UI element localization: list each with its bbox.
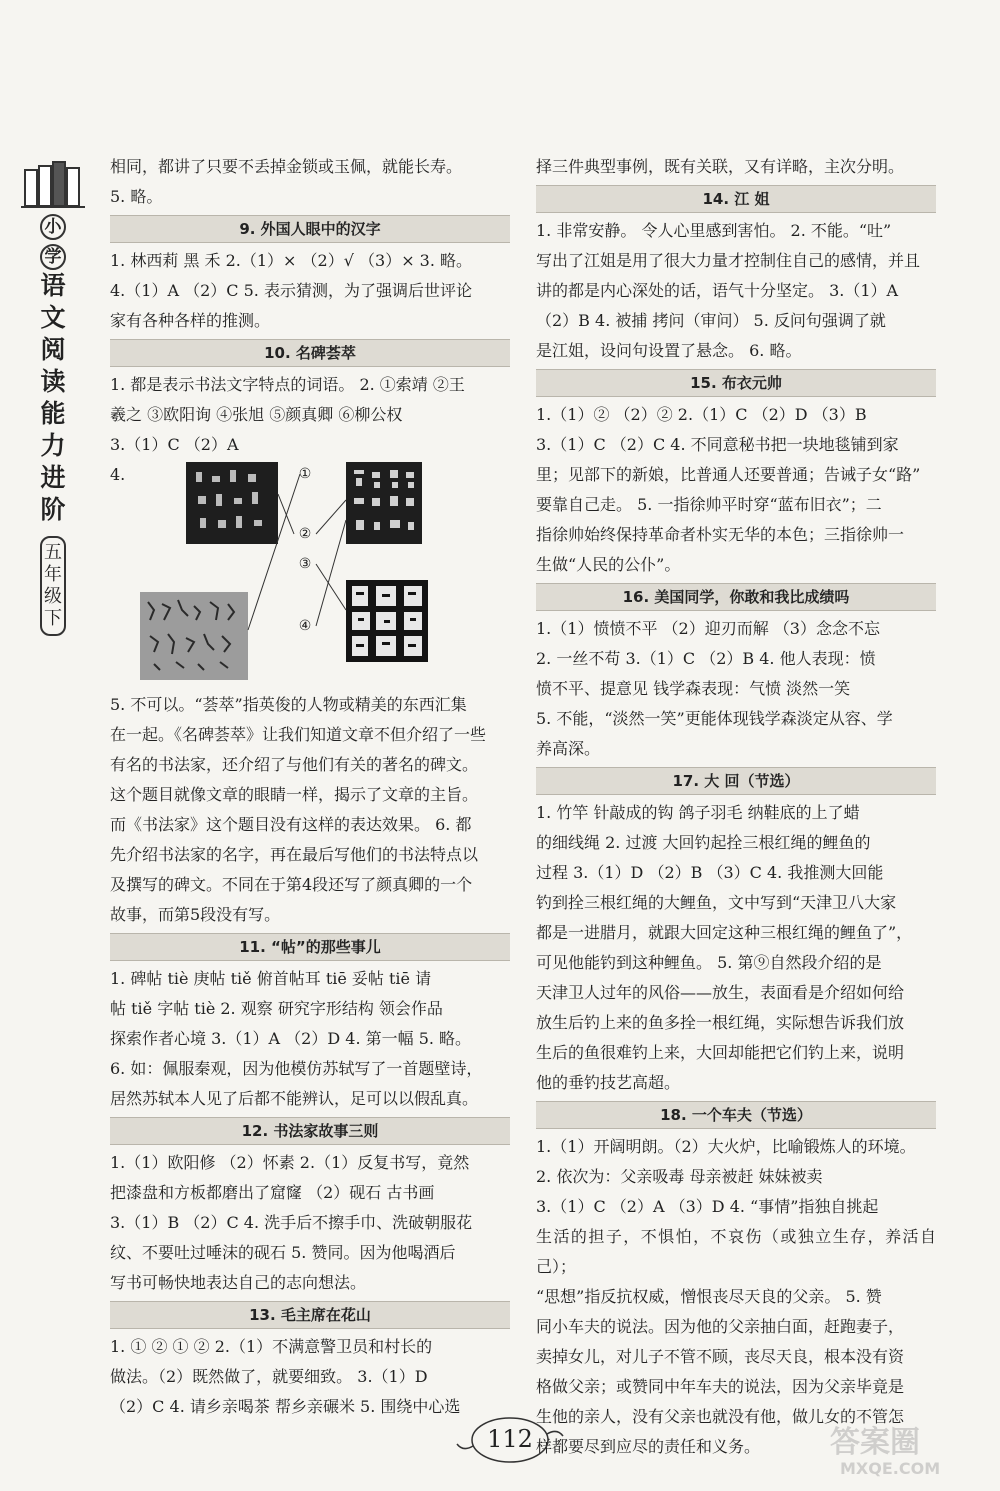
section-title-18: 18. 一个车夫（节选） bbox=[536, 1101, 936, 1129]
text-line: 讲的都是内心深处的话，语气十分坚定。 3.（1）A bbox=[536, 281, 899, 300]
text-line: 3.（1）C （2）A bbox=[110, 435, 239, 454]
text-line: 生后的鱼很难钓上来，大回却能把它们钓上来，说明 bbox=[536, 1043, 905, 1062]
text-line: 家有各种各样的推测。 bbox=[110, 311, 271, 330]
text-line: 3.（1）C （2）C 4. 不同意秘书把一块地毯铺到家 bbox=[536, 435, 899, 454]
page-number: 112 bbox=[487, 1425, 533, 1453]
text-line: 2. 依次为：父亲吸毒 母亲被赶 妹妹被卖 bbox=[536, 1167, 823, 1186]
text-line: 1.（1）欧阳修 （2）怀素 2.（1）反复书写，竟然 bbox=[110, 1153, 470, 1172]
brand-char: 阶 bbox=[40, 495, 66, 524]
text-line: 3.（1）B （2）C 4. 洗手后不擦手巾、洗破朝服花 bbox=[110, 1213, 473, 1232]
text-line: 这个题目就像文章的眼睛一样，揭示了文章的主旨。 bbox=[110, 785, 479, 804]
section-title-14: 14. 江 姐 bbox=[536, 185, 936, 213]
right-column bbox=[536, 152, 936, 1462]
section-title-17: 17. 大 回（节选） bbox=[536, 767, 936, 795]
text-line: 把漆盘和方板都磨出了窟窿 （2）砚石 古书画 bbox=[110, 1183, 435, 1202]
text-line: 卖掉女儿，对儿子不管不顾，丧尽天良，根本没有资 bbox=[536, 1347, 905, 1366]
text-line: 5. 略。 bbox=[110, 187, 163, 206]
section-title-10: 10. 名碑荟萃 bbox=[110, 339, 510, 367]
brand-char: 能 bbox=[40, 399, 66, 428]
text-line: 写书可畅快地表达自己的志向想法。 bbox=[110, 1273, 367, 1292]
figure-number-4: ④ bbox=[298, 618, 312, 634]
svg-text:答案圈: 答案圈 bbox=[830, 1425, 920, 1460]
grade-box bbox=[40, 536, 66, 636]
brand-char: 文 bbox=[40, 303, 66, 332]
brand-char: 阅 bbox=[40, 335, 66, 364]
text-line: 1. 都是表示书法文字特点的词语。 2. ①索靖 ②王 bbox=[110, 375, 465, 394]
section-title-11: 11. “帖”的那些事儿 bbox=[110, 933, 510, 961]
text-line: （2）B 4. 被捕 拷问（审问） 5. 反问句强调了就 bbox=[536, 311, 886, 330]
section-title-13: 13. 毛主席在花山 bbox=[110, 1301, 510, 1329]
watermark-logo bbox=[820, 1418, 990, 1478]
section-title-15: 15. 布衣元帅 bbox=[536, 369, 936, 397]
grade-char: 五 bbox=[44, 542, 62, 563]
grade-char: 级 bbox=[44, 586, 62, 607]
text-line: 5. 不能，“淡然一笑”更能体现钱学森淡定从容、学 bbox=[536, 709, 893, 728]
books-icon bbox=[21, 160, 85, 210]
text-line: 放生后钓上来的鱼多拴一根红绳，实际想告诉我们放 bbox=[536, 1013, 905, 1032]
text-line: 钓到拴三根红绳的大鲤鱼，文中写到“天津卫八大家 bbox=[536, 893, 897, 912]
figure-number-2: ② bbox=[298, 526, 312, 542]
text-line: 1. ① ② ① ② 2.（1）不满意警卫员和村长的 bbox=[110, 1337, 433, 1356]
text-line: 要靠自己走。 5. 一指徐帅平时穿“蓝布旧衣”；二 bbox=[536, 495, 882, 514]
brand-char: 进 bbox=[40, 463, 66, 492]
text-line: 生做“人民的公仆”。 bbox=[536, 555, 681, 574]
text-line: 择三件典型事例，既有关联，又有详略，主次分明。 bbox=[536, 157, 905, 176]
text-line: 他的垂钓技艺高超。 bbox=[536, 1073, 681, 1092]
text-line: 指徐帅始终保持革命者朴实无华的本色；三指徐帅一 bbox=[536, 525, 905, 544]
text-line: 生他的亲人，没有父亲也就没有他，做儿女的不管怎 bbox=[536, 1407, 905, 1426]
text-line: 先介绍书法家的名字，再在最后写他们的书法特点以 bbox=[110, 845, 479, 864]
text-line: 可见他能钓到这种鲤鱼。 5. 第⑨自然段介绍的是 bbox=[536, 953, 882, 972]
text-line: 天津卫人过年的风俗——放生，表面看是介绍如何给 bbox=[536, 983, 905, 1002]
text-line: “思想”指反抗权威，憎恨丧尽天良的父亲。 5. 赞 bbox=[536, 1287, 882, 1306]
text-line: 羲之 ③欧阳询 ④张旭 ⑤颜真卿 ⑥柳公权 bbox=[110, 405, 403, 424]
figure-number-1: ① bbox=[298, 466, 312, 482]
text-line: 1.（1）② （2）② 2.（1）C （2）D （3）B bbox=[536, 405, 867, 424]
text-line: 写出了江姐是用了很大力量才控制住自己的感情，并且 bbox=[536, 251, 921, 270]
text-line: 愤不平、提意见 钱学森表现：气愤 淡然一笑 bbox=[536, 679, 851, 698]
text-line: 及撰写的碑文。不同在于第4段还写了颜真卿的一个 bbox=[110, 875, 473, 894]
text-line: 而《书法家》这个题目没有这样的表达效果。 6. 都 bbox=[110, 815, 472, 834]
calligraphy-matching-figure bbox=[110, 460, 510, 690]
text-line: 1. 林西莉 黑 禾 2.（1）× （2）√ （3）× 3. 略。 bbox=[110, 251, 473, 270]
text-line: 在一起。《名碑荟萃》让我们知道文章不但介绍了一些 bbox=[110, 725, 487, 744]
section-title-16: 16. 美国同学，你敢和我比成绩吗 bbox=[536, 583, 936, 611]
text-line: 同小车夫的说法。因为他的父亲抽白面，赶跑妻子， bbox=[536, 1317, 905, 1336]
text-line: 养高深。 bbox=[536, 739, 601, 758]
text-line: 6. 如：佩服秦观，因为他模仿苏轼写了一首题壁诗， bbox=[110, 1059, 483, 1078]
svg-text:MXQE.COM: MXQE.COM bbox=[840, 1459, 941, 1478]
text-line: 4.（1）A （2）C 5. 表示猜测，为了强调后世评论 bbox=[110, 281, 472, 300]
text-line: 居然苏轼本人见了后都不能辨认，足可以以假乱真。 bbox=[110, 1089, 479, 1108]
text-line: 1.（1）开阔明朗。（2）大火炉，比喻锻炼人的环境。 bbox=[536, 1137, 916, 1156]
text-line: 5. 不可以。“荟萃”指英俊的人物或精美的东西汇集 bbox=[110, 695, 467, 714]
grade-char: 年 bbox=[44, 564, 62, 585]
text-line: 相同，都讲了只要不丢掉金锁或玉佩，就能长寿。 bbox=[110, 157, 463, 176]
brand-char: 读 bbox=[40, 367, 66, 396]
text-line: 3.（1）C （2）A （3）D 4. “事情”指独自挑起 bbox=[536, 1197, 879, 1216]
text-line: 纹、不要吐过唾沫的砚石 5. 赞同。因为他喝酒后 bbox=[110, 1243, 456, 1262]
grade-char: 下 bbox=[44, 608, 62, 629]
brand-char: 语 bbox=[40, 271, 66, 300]
figure-label: 4. bbox=[110, 465, 126, 484]
text-line: 样都要尽到应尽的责任和义务。 bbox=[536, 1437, 761, 1456]
text-line: 里；见部下的新娘，比普通人还要普通；告诫子女“路” bbox=[536, 465, 921, 484]
brand-char-xue: 学 bbox=[40, 244, 66, 270]
text-line: 过程 3.（1）D （2）B （3）C 4. 我推测大回能 bbox=[536, 863, 884, 882]
text-line: 1. 非常安静。 令人心里感到害怕。 2. 不能。“吐” bbox=[536, 221, 892, 240]
side-brand bbox=[18, 160, 88, 636]
text-line: 探索作者心境 3.（1）A （2）D 4. 第一幅 5. 略。 bbox=[110, 1029, 472, 1048]
text-line: 帖 tiě 字帖 tiè 2. 观察 研究字形结构 领会作品 bbox=[110, 999, 443, 1018]
section-title-12: 12. 书法家故事三则 bbox=[110, 1117, 510, 1145]
text-line: 有名的书法家，还介绍了与他们有关的著名的碑文。 bbox=[110, 755, 479, 774]
text-line: （2）C 4. 请乡亲喝茶 帮乡亲碾米 5. 围绕中心选 bbox=[110, 1397, 461, 1416]
figure-number-3: ③ bbox=[298, 556, 312, 572]
text-line: 1. 碑帖 tiè 庚帖 tiě 俯首帖耳 tiē 妥帖 tiē 请 bbox=[110, 969, 432, 988]
text-line: 的细线绳 2. 过渡 大回钓起拴三根红绳的鲤鱼的 bbox=[536, 833, 871, 852]
text-line: 做法。（2）既然做了，就要细致。 3.（1）D bbox=[110, 1367, 428, 1386]
text-line: 都是一进腊月，就跟大回定这种三根红绳的鲤鱼了”， bbox=[536, 923, 913, 942]
text-line: 生活的担子，不惧怕，不哀伤（或独立生存，养活自己）； bbox=[536, 1227, 936, 1276]
brand-char: 力 bbox=[40, 431, 66, 460]
brand-char-xiao: 小 bbox=[40, 214, 66, 240]
text-line: 格做父亲；或赞同中年车夫的说法，因为父亲毕竟是 bbox=[536, 1377, 905, 1396]
text-line: 是江姐，设问句设置了悬念。 6. 略。 bbox=[536, 341, 802, 360]
section-title-9: 9. 外国人眼中的汉字 bbox=[110, 215, 510, 243]
text-line: 1. 竹竿 针敲成的钩 鸽子羽毛 纳鞋底的上了蜡 bbox=[536, 803, 860, 822]
text-line: 1.（1）愤愤不平 （2）迎刃而解 （3）念念不忘 bbox=[536, 619, 880, 638]
text-line: 故事，而第5段没有写。 bbox=[110, 905, 281, 924]
matching-lines bbox=[110, 460, 510, 690]
left-column bbox=[110, 152, 510, 1422]
text-line: 2. 一丝不苟 3.（1）C （2）B 4. 他人表现：愤 bbox=[536, 649, 876, 668]
